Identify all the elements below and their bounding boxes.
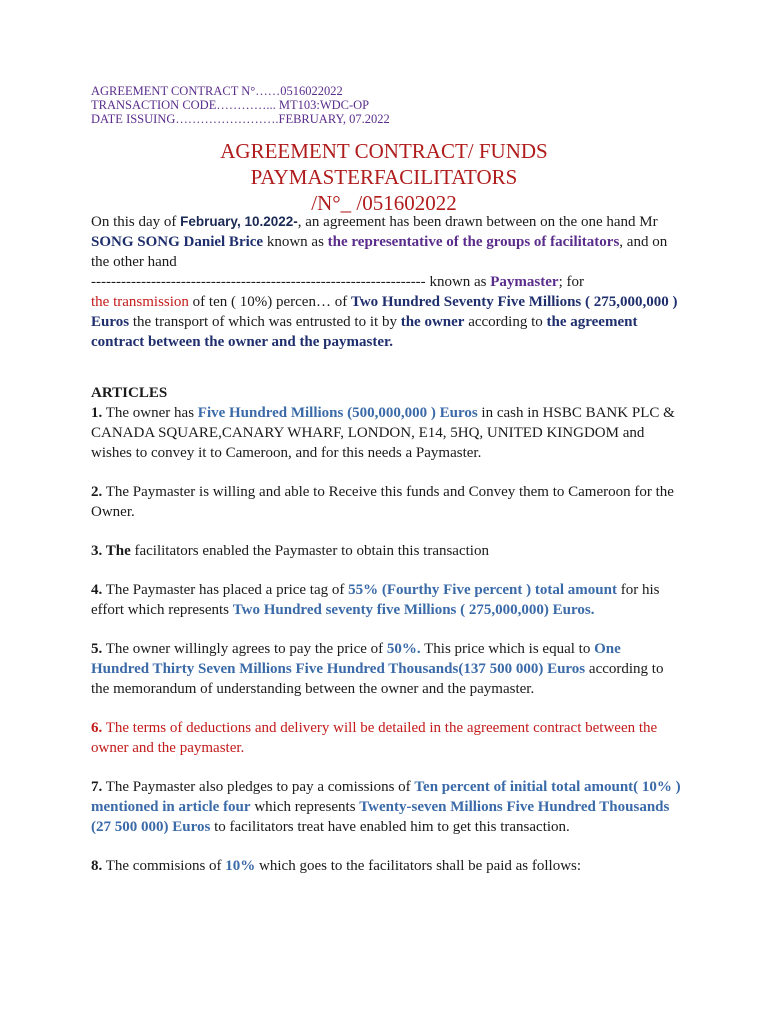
- article-amount: Five Hundred Millions (500,000,000 ) Euros: [197, 405, 478, 421]
- article-text: which goes to the facilitators shall be paid as follows:: [255, 858, 582, 874]
- article-amount: One Hundred Thirty Seven Millions Five Hundred Thousands(137 500 000) Euros: [91, 641, 621, 677]
- blank-line: -------------------------------------------------------------------: [91, 274, 426, 290]
- article-1: [91, 403, 681, 463]
- article-text: The owner has: [102, 405, 198, 421]
- transport-amount: Two Hundred Seventy Five Millions ( 275,000,000 ) Euros: [91, 294, 678, 330]
- article-4: [91, 580, 681, 620]
- intro-paragraph: [91, 212, 681, 352]
- paymaster-label: Paymaster: [490, 274, 559, 290]
- article-6: [91, 718, 681, 758]
- article-percentage: Ten percent of initial total amount( 10% ) mentioned in article four: [91, 779, 681, 815]
- article-text: for his effort which represents: [91, 582, 660, 618]
- article-number: 1.: [91, 405, 103, 421]
- article-number: 2.: [91, 484, 103, 500]
- article-7: [91, 777, 681, 837]
- owner-label: the owner: [400, 314, 465, 330]
- intro-text: known as: [425, 274, 491, 290]
- article-text: The Paymaster also pledges to pay a comissions of: [102, 779, 415, 795]
- transmission-text: the transmission: [91, 294, 189, 310]
- article-text: according to the memorandum of understanding between the owner and the paymaster.: [91, 661, 664, 697]
- article-percentage: 55% (Fourthy Five percent ) total amount: [348, 582, 617, 598]
- article-amount: Twenty-seven Millions Five Hundred Thousands (27 500 000) Euros: [91, 799, 670, 835]
- article-text: The terms of deductions and delivery will be detailed in the agreement contract between the owner and the paymaster.: [91, 720, 658, 756]
- article-text: in cash in HSBC BANK PLC & CANADA SQUARE,CANARY WHARF, LONDON, E14, 5HQ, UNITED KINGDOM and wishes to convey it to Cameroon, and for this needs a Paymaster.: [91, 405, 675, 461]
- intro-text: according to: [464, 314, 547, 330]
- document-meta: [91, 84, 390, 126]
- articles-heading: ARTICLES: [91, 385, 168, 401]
- contract-number-line: AGREEMENT CONTRACT N°……0516022022: [91, 84, 343, 98]
- article-number: 7.: [91, 779, 103, 795]
- article-3: [91, 541, 681, 561]
- article-percentage: 10%: [225, 858, 256, 874]
- intro-text: , and on the other hand: [91, 234, 668, 270]
- document-title: [0, 138, 768, 216]
- intro-text: ; for: [558, 274, 584, 290]
- article-number: 6.: [91, 720, 103, 736]
- article-8: [91, 856, 681, 876]
- article-text: which represents: [250, 799, 360, 815]
- article-number: 5.: [91, 641, 103, 657]
- intro-text: , an agreement has been drawn between on the one hand Mr: [297, 214, 658, 230]
- agreement-reference: the agreement contract between the owner and the paymaster.: [91, 314, 638, 350]
- article-text: This price which is equal to: [420, 641, 595, 657]
- article-number: 3. The: [91, 543, 131, 559]
- article-number: 8.: [91, 858, 103, 874]
- article-amount: Two Hundred seventy five Millions ( 275,000,000) Euros.: [232, 602, 595, 618]
- article-text: facilitators enabled the Paymaster to obtain this transaction: [130, 543, 489, 559]
- agreement-date: February, 10.2022-: [180, 214, 298, 229]
- article-5: [91, 639, 681, 699]
- date-issuing-line: DATE ISSUING…………………….FEBRUARY, 07.2022: [91, 112, 390, 126]
- facilitator-name: SONG SONG Daniel Brice: [91, 234, 264, 250]
- article-percentage: 50%.: [386, 641, 421, 657]
- title-line-2: PAYMASTERFACILITATORS: [250, 165, 518, 189]
- intro-text: the transport of which was entrusted to it by: [129, 314, 401, 330]
- article-2: [91, 482, 681, 522]
- facilitator-role: the representative of the groups of facilitators: [327, 234, 620, 250]
- intro-text: of ten ( 10%) percen… of: [188, 294, 351, 310]
- article-number: 4.: [91, 582, 103, 598]
- article-text: The owner willingly agrees to pay the price of: [102, 641, 387, 657]
- article-text: The Paymaster is willing and able to Receive this funds and Convey them to Cameroon for the Owner.: [91, 484, 674, 520]
- intro-text: known as: [263, 234, 328, 250]
- article-text: The Paymaster has placed a price tag of: [102, 582, 349, 598]
- transaction-code-line: TRANSACTION CODE…………... MT103:WDC-OP: [91, 98, 370, 112]
- article-text: The commisions of: [102, 858, 226, 874]
- article-text: to facilitators treat have enabled him to get this transaction.: [210, 819, 570, 835]
- intro-text: On this day of: [91, 214, 181, 230]
- title-line-3: /N°_ /051602022: [311, 191, 457, 215]
- title-line-1: AGREEMENT CONTRACT/ FUNDS: [220, 139, 548, 163]
- document-body: [91, 212, 681, 876]
